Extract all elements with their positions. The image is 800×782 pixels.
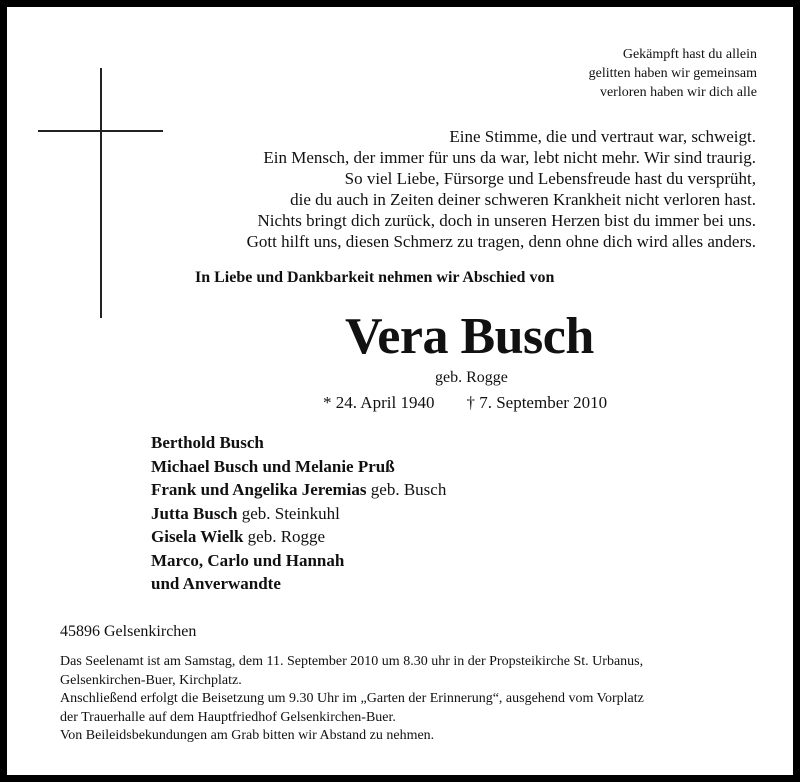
poem-line: die du auch in Zeiten deiner schweren Krankheit nicht verloren hast. xyxy=(290,190,756,209)
poem-line: Nichts bringt dich zurück, doch in unseren Herzen bist du immer bei uns. xyxy=(257,211,756,230)
life-dates xyxy=(323,393,607,413)
details-line: der Trauerhalle auf dem Hauptfriedhof Gelsenkirchen-Buer. xyxy=(60,709,396,725)
city-address: 45896 Gelsenkirchen xyxy=(60,623,197,640)
obituary-notice xyxy=(7,7,793,775)
maiden-name: geb. Rogge xyxy=(435,369,508,386)
cross-vertical-bar xyxy=(100,68,102,318)
mourner-entry: Jutta Busch geb. Steinkuhl xyxy=(151,503,340,523)
cross-horizontal-bar xyxy=(38,130,163,132)
motto-line: gelitten haben wir gemeinsam xyxy=(588,66,757,81)
poem-line: Eine Stimme, die und vertraut war, schweigt. xyxy=(449,127,756,146)
poem-line: Gott hilft uns, diesen Schmerz zu tragen, denn ohne dich wird alles anders. xyxy=(246,232,756,251)
deceased-name: Vera Busch xyxy=(345,308,594,365)
poem-line: So viel Liebe, Fürsorge und Lebensfreude hast du versprüht, xyxy=(344,169,756,188)
mourner-entry: Frank und Angelika Jeremias geb. Busch xyxy=(151,480,447,499)
poem-line: Ein Mensch, der immer für uns da war, lebt nicht mehr. Wir sind traurig. xyxy=(263,148,756,167)
funeral-details xyxy=(60,653,780,746)
mourner-entry: und Anverwandte xyxy=(151,574,281,593)
details-line: Gelsenkirchen-Buer, Kirchplatz. xyxy=(60,672,242,688)
farewell-intro: In Liebe und Dankbarkeit nehmen wir Abschied von xyxy=(195,269,555,286)
motto-line: Gekämpft hast du allein xyxy=(622,47,757,62)
motto xyxy=(589,45,757,102)
mourner-entry: Michael Busch und Melanie Pruß xyxy=(151,456,395,476)
mourner-entry: Berthold Busch xyxy=(151,433,264,452)
mourner-entry: Marco, Carlo und Hannah xyxy=(151,550,345,570)
poem xyxy=(247,126,756,252)
motto-line: verloren haben wir dich alle xyxy=(599,85,757,100)
death-date: † 7. September 2010 xyxy=(466,393,608,412)
birth-date: * 24. April 1940 xyxy=(323,393,435,412)
details-line: Das Seelenamt ist am Samstag, dem 11. September 2010 um 8.30 uhr in der Propsteikirche St. Urbanus, xyxy=(60,654,644,669)
details-line: Von Beileidsbekundungen am Grab bitten wir Abstand zu nehmen. xyxy=(60,728,435,743)
mourners-list xyxy=(151,431,446,596)
details-line: Anschließend erfolgt die Beisetzung um 9.30 Uhr im „Garten der Erinnerung“, ausgehend vom Vorplatz xyxy=(60,691,644,706)
mourner-entry: Gisela Wielk geb. Rogge xyxy=(151,527,326,546)
